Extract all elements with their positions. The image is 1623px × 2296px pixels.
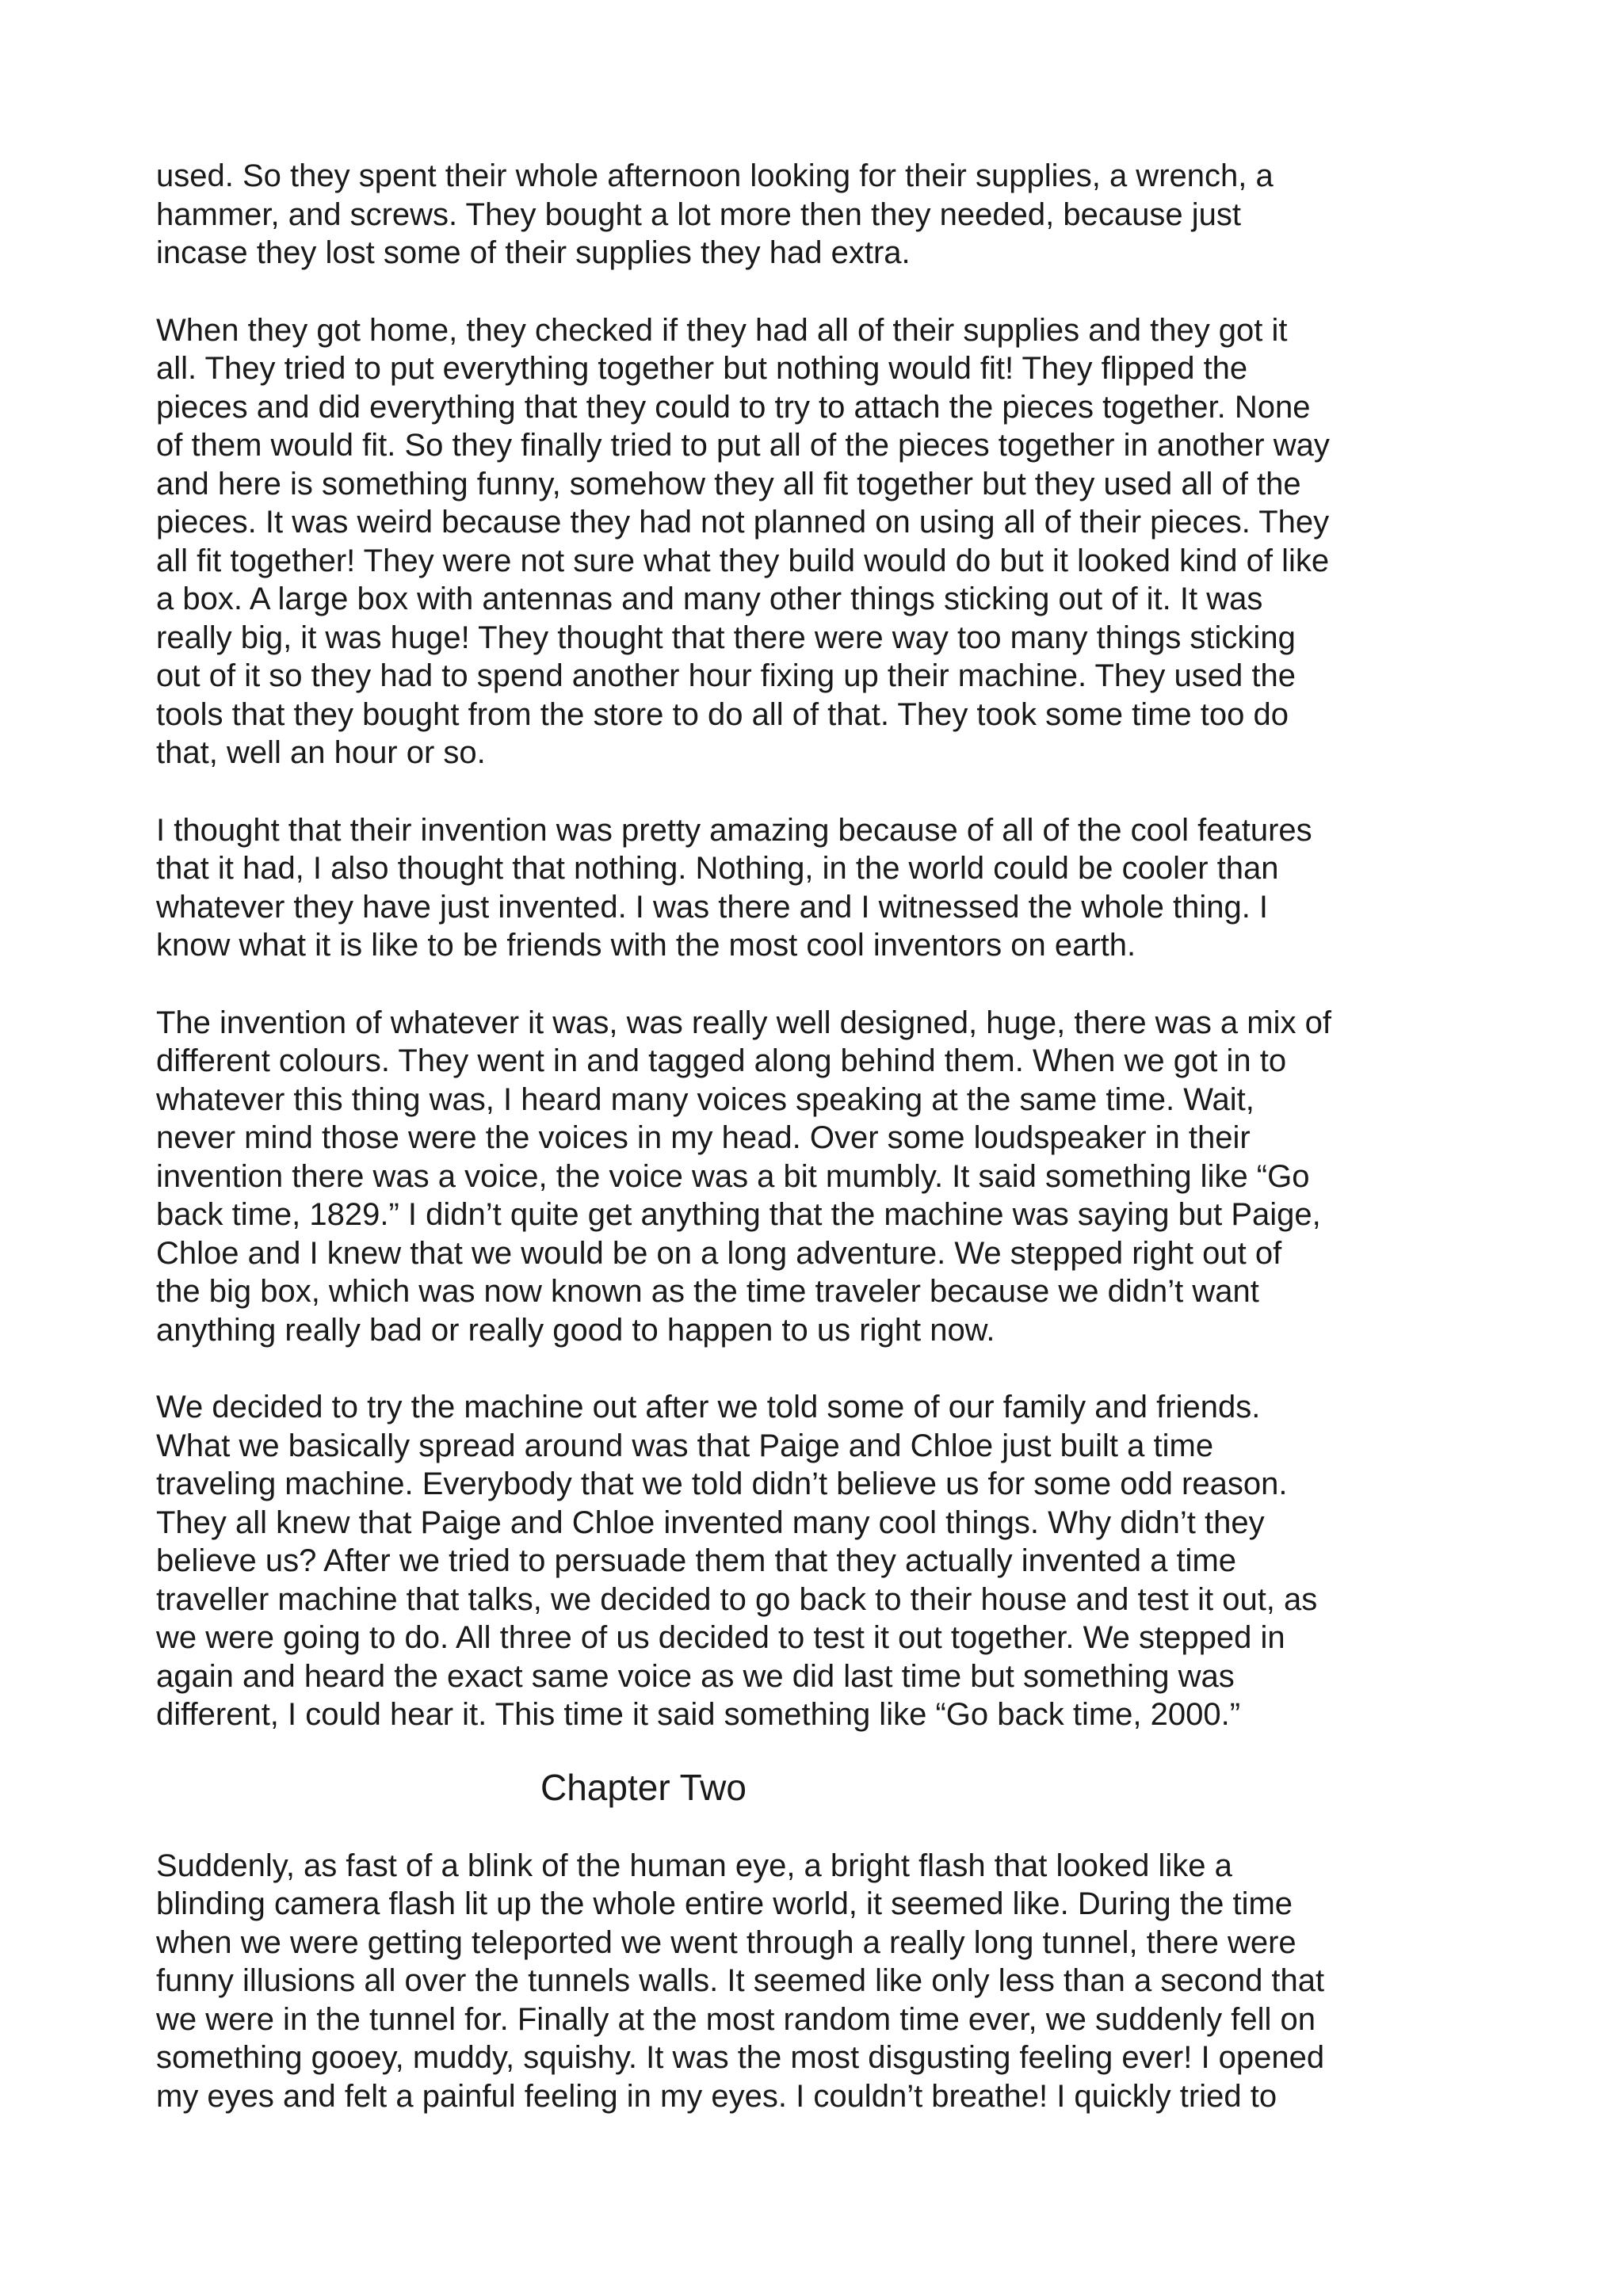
paragraph-opinion: I thought that their invention was pretty amazing because of all of the cool features that it had, I also thought that nothing. Nothing, in the world could be cooler than whatever they have just invented. I was there and I witnessed the whole thing. I know what it is like to be friends with the most cool inventors on earth. [156,812,1312,963]
paragraph-test: We decided to try the machine out after we told some of our family and friends. What we basically spread around was that Paige and Chloe just built a time traveling machine. Everybody that we told didn’t believe us for some odd reason. They all knew that Paige and Chloe invented many cool things. Why didn’t they believe us? After we tried to persuade them that they actually invented a time traveller machine that talks, we decided to go back to their house and test it out, as we were going to do. All three of us decided to test it out together. We stepped in again and heard the exact same voice as we did last time but something was different, I could hear it. This time it said something like “Go back time, 2000.” [156,1390,1318,1732]
paragraph-supplies: used. So they spent their whole afternoon looking for their supplies, a wrench, a hammer, and screws. They bought a lot more then they needed, because just incase they lost some of their supplies they had extra. [156,158,1274,270]
paragraph-building: When they got home, they checked if they had all of their supplies and they got it all. They tried to put everything together but nothing would fit! They flipped the pieces and did everything that they could to try to attach the pieces together. None of them would fit. So they finally tried to put all of the pieces together in another way and here is something funny, somehow they all fit together but they used all of the pieces. It was weird because they had not planned on using all of their pieces. They all fit together! They were not sure what they build would do but it looked kind of like a box. A large box with antennas and many other things sticking out of it. It was really big, it was huge! They thought that there were way too many things sticking out of it so they had to spend another hour fixing up their machine. They used the tools that they bought from the store to do all of that. They took some time too do that, well an hour or so. [156,312,1330,770]
document-body [156,157,1392,2154]
paragraph-invention: The invention of whatever it was, was really well designed, huge, there was a mix of different colours. They went in and tagged along behind them. When we got in to whatever this thing was, I heard many voices speaking at the same time. Wait, never mind those were the voices in my head. Over some loudspeaker in their invention there was a voice, the voice was a bit mumbly. It said something like “Go back time, 1829.” I didn’t quite get anything that the machine was saying but Paige, Chloe and I knew that we would be on a long adventure. We stepped right out of the big box, which was now known as the time traveler because we didn’t want anything really bad or really good to happen to us right now. [156,1005,1331,1348]
chapter-heading: Chapter Two [540,1766,747,1808]
paragraph-teleport: Suddenly, as fast of a blink of the human eye, a bright flash that looked like a blinding camera flash lit up the whole entire world, it seemed like. During the time when we were getting teleported we went through a really long tunnel, there were funny illusions all over the tunnels walls. It seemed like only less than a second that we were in the tunnel for. Finally at the most random time ever, we suddenly fell on something gooey, muddy, squishy. It was the most disgusting feeling ever! I opened my eyes and felt a painful feeling in my eyes. I couldn’t breathe! I quickly tried to [156,1848,1325,2114]
